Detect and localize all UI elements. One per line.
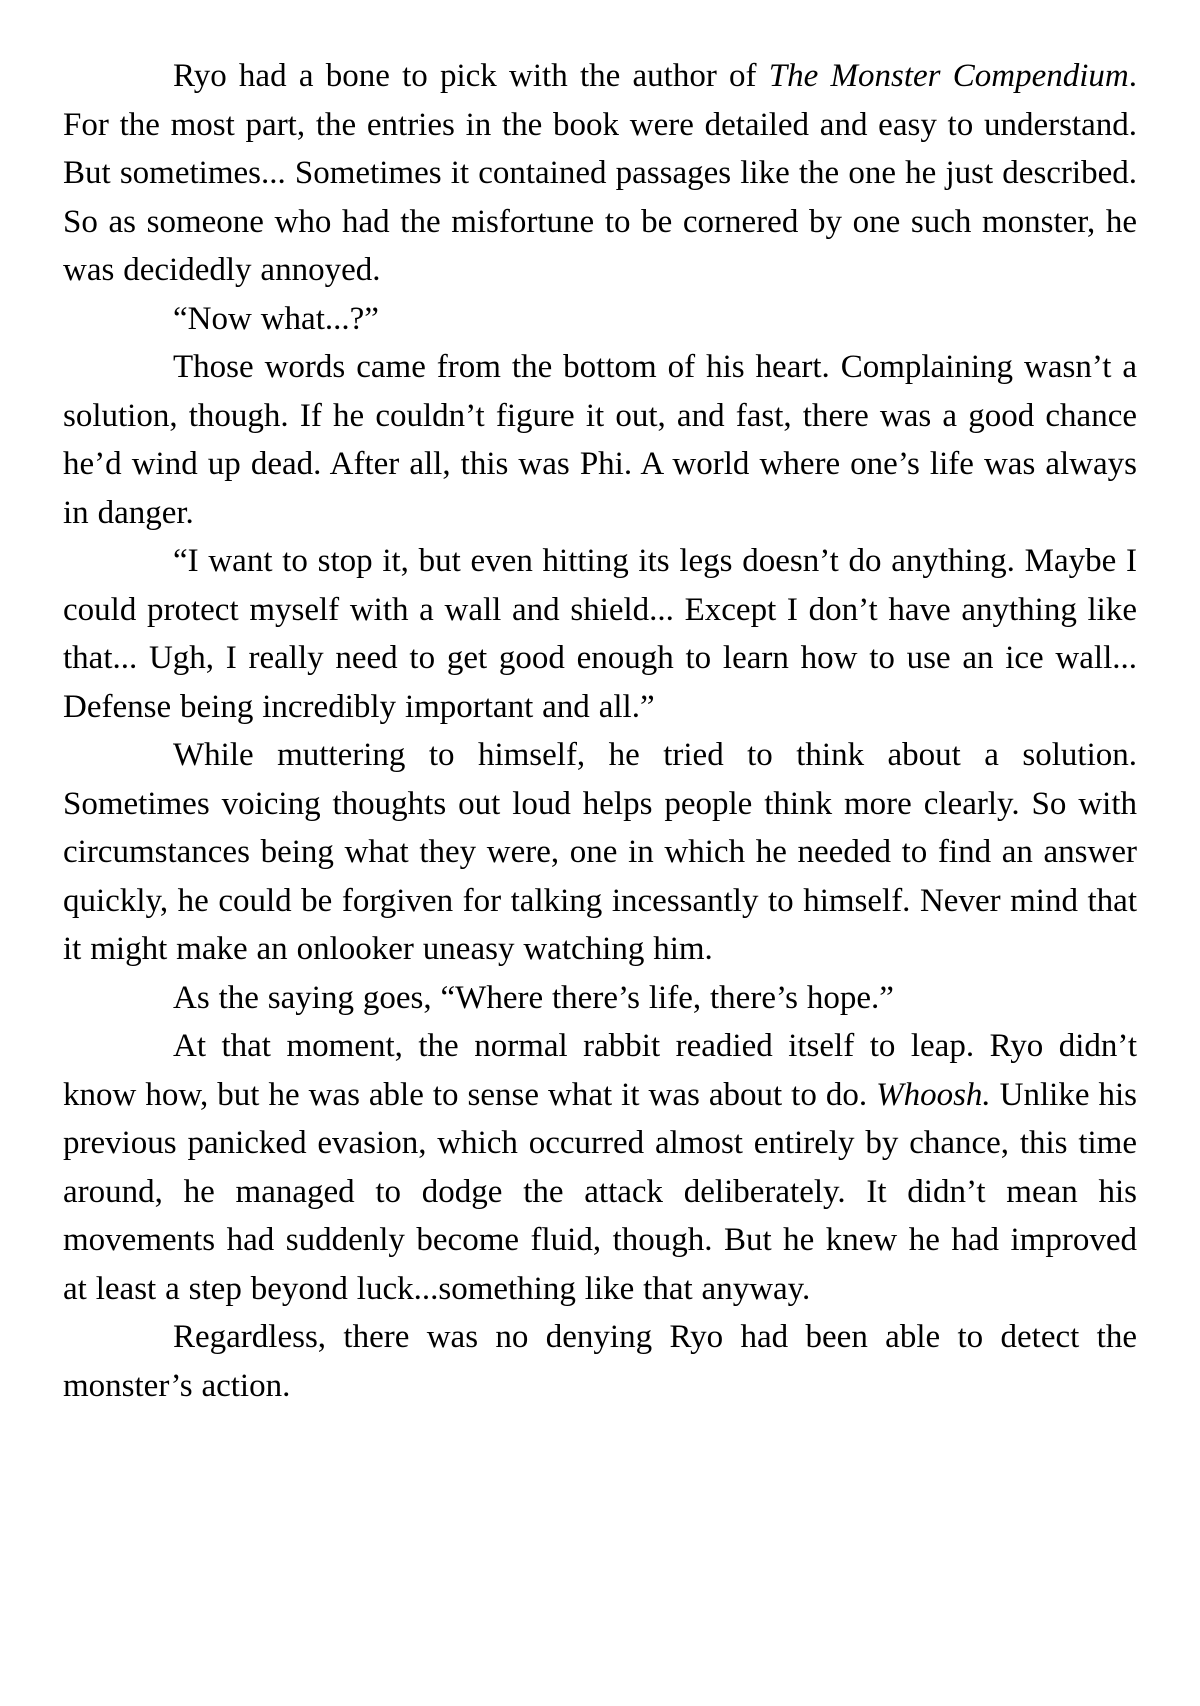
paragraph — [63, 1022, 1137, 1313]
text-run: . For the most part, the entries in the book were detailed and easy to understand. But sometimes... Sometimes it contained passages like the one he just described. So as someone who had the misfortune to be cornered by one such monster, he was decidedly annoyed. — [63, 58, 1137, 288]
text-run: Regardless, there was no denying Ryo had been able to detect the monster’s action. — [63, 1319, 1137, 1404]
text-run: Ryo had a bone to pick with the author of — [173, 58, 769, 94]
italic-text-run: The Monster Compendium — [768, 58, 1129, 94]
text-run: “I want to stop it, but even hitting its legs doesn’t do anything. Maybe I could protect myself with a wall and shield... Except I don’t have anything like that... Ugh, I really need to get good enough to learn how to use an ice wall... Defense being incredibly important and all.” — [63, 543, 1137, 725]
paragraph — [63, 537, 1137, 731]
text-run: Those words came from the bottom of his heart. Complaining wasn’t a solution, though. If he couldn’t figure it out, and fast, there was a good chance he’d wind up dead. After all, this was Phi. A world where one’s life was always in danger. — [63, 349, 1137, 531]
paragraph — [63, 1313, 1137, 1410]
text-run: Unlike his previous panicked evasion, which occurred almost entirely by chance, this time around, he managed to dodge the attack deliberately. It didn’t mean his movements had suddenly become fluid, though. But he knew he had improved at least a step beyond luck...something like that anyway. — [63, 1076, 1137, 1307]
paragraph — [63, 295, 1137, 344]
paragraph — [63, 52, 1137, 295]
page-text — [63, 52, 1137, 1410]
text-run: While muttering to himself, he tried to think about a solution. Sometimes voicing thoughts out loud helps people think more clearly. So with circumstances being what they were, one in which he needed to find an answer quickly, he could be forgiven for talking incessantly to himself. Never mind that it might make an onlooker uneasy watching him. — [63, 737, 1137, 967]
paragraph — [63, 974, 1137, 1023]
text-run: At that moment, the normal rabbit readied itself to leap. Ryo didn’t know how, but he was able to sense what it was about to do. — [63, 1028, 1137, 1113]
italic-text-run: Whoosh. — [876, 1076, 991, 1113]
text-run: “Now what...?” — [173, 300, 379, 337]
text-run: As the saying goes, “Where there’s life, there’s hope.” — [173, 979, 894, 1016]
paragraph — [63, 731, 1137, 974]
paragraph — [63, 343, 1137, 537]
